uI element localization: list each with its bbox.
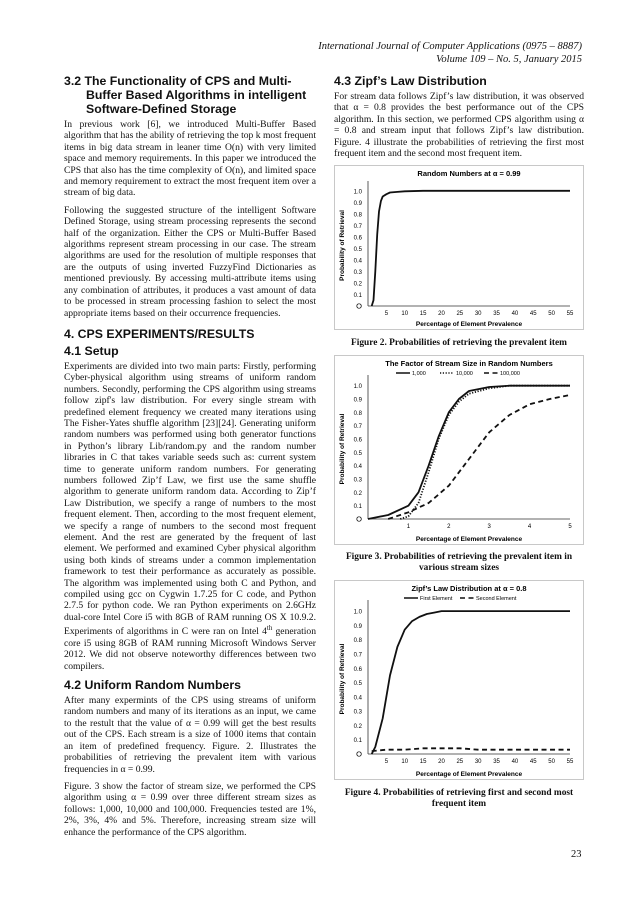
y-tick-label: 0.7: [353, 224, 362, 231]
x-tick-label: 45: [529, 311, 537, 318]
figure-4: [334, 580, 584, 783]
figure-3-caption: Figure 3. Probabilities of retrieving the prevalent item in various stream sizes: [345, 552, 573, 574]
right-column: [334, 74, 584, 816]
y-tick-label: 0.9: [353, 624, 362, 631]
x-axis-label: Percentage of Element Prevalence: [415, 535, 523, 543]
y-tick-label: 1.0: [353, 384, 362, 391]
y-tick-label: 0.3: [353, 270, 362, 277]
y-tick-label: 0.2: [353, 281, 362, 288]
y-axis-label: Probability of Retrieval: [339, 413, 346, 485]
x-tick-label: 55: [566, 759, 574, 766]
x-tick-label: 55: [566, 311, 574, 318]
y-tick-label: 0.2: [353, 490, 362, 497]
page-number: 23: [571, 849, 582, 860]
x-tick-label: 50: [548, 759, 555, 766]
y-tick-label: 1.0: [353, 189, 362, 196]
x-tick-label: 5: [384, 759, 389, 766]
x-tick-label: 15: [419, 759, 427, 766]
y-tick-label: 0.2: [353, 724, 362, 731]
y-tick-label: 0.5: [353, 450, 362, 457]
x-tick-label: 1: [406, 523, 411, 530]
y-tick-label: 0.4: [353, 695, 362, 702]
y-tick-label: 0.6: [353, 235, 362, 242]
y-tick-label: 0.4: [353, 258, 362, 265]
y-tick-label: 0.9: [353, 397, 362, 404]
x-axis-label: Percentage of Element Prevalence: [415, 321, 523, 329]
section-4-3-heading: 4.3 Zipf’s Law Distribution: [334, 74, 487, 88]
x-tick-label: 40: [511, 311, 519, 318]
journal-title: International Journal of Computer Applications (0975 – 8887): [318, 41, 582, 52]
legend-label: 1,000: [412, 370, 426, 377]
paragraph: In previous work [6], we introduced Multi-Buffer Based algorithm that has the ability of retrieving the top k most frequent items in big data stream in leaner time O(n) with very limited space and memory requirements. In this paper we introduced the CPS that also has the time complexity of O(n), and limited space and memory requirement to extract the most frequent item over a stream of big data.: [64, 119, 316, 199]
x-tick-label: 20: [438, 759, 445, 766]
y-tick-label: 0.5: [353, 681, 362, 688]
y-tick-label: 0.6: [353, 667, 362, 674]
y-tick-label: O: [356, 514, 362, 524]
paragraph-text: generation core i5 using 8GB of RAM running Microsoft Windows Server 2012. We did not observe noteworthy differences between two compilers.: [64, 626, 316, 672]
y-tick-label: 0.1: [353, 293, 362, 300]
paragraph-text: Experiments are divided into two main parts: Firstly, performing Cyber-physical algorithm using streams of uniform random numbers. Secondly, performing the CPS algorithm using streams follow zipf's law distribution. For every single stream with predefined element frequency we created many iterations using The Fisher-Yates shuffle algorithm [23][24]. Generating uniform random numbers was performed using both generator functions in Python’s library Lib/random.py and the random number libraries in C that takes variable seeds such as: current system time to generate uniform random numbers. For generating numbers followed Zip’f Law, we first use the same shuffle algorithm to generate uniform random data. According to Zip’f Law Distribution, we specify a range of numbers to the most frequent element. Then, according to the most frequent element, we specify a range of numbers to the second most frequent element. And the rest are generated by the frequent of last element. We performed and examined Cyber physical algorithm using both kinds of streams under a common implementation framework to test their performance as accurately as possible. The algorithm was implemented using both C and Python, and compiled using gcc on Cygwin 1.7.25 for C code, and Python 2.7.5 for python code. We ran Python experiments on 2.6GHz dual-core Intel Core i5 with 8GB of RAM running OS X 10.9.2. Experiments of algorithms in C were ran on Intel 4: [64, 360, 316, 638]
legend-label: Second Element: [476, 596, 517, 603]
y-axis-label: Probability of Retrieval: [339, 643, 346, 715]
x-tick-label: 4: [527, 523, 532, 530]
chart-figure-4: [334, 580, 584, 780]
paragraph: [64, 361, 316, 672]
y-tick-label: 0.5: [353, 247, 362, 254]
x-tick-label: 40: [511, 759, 519, 766]
legend-label: 10,000: [456, 370, 473, 377]
figure-4-caption: Figure 4. Probabilities of retrieving first and second most frequent item: [344, 787, 574, 809]
paragraph: Figure. 3 show the factor of stream size, we performed the CPS algorithm using α = 0.99 over three different stream sizes as follows: 1,000, 10,000 and 100,000. Frequencies tested are 1%, 2%, 3%, 4% and 5%. Therefore, increasing stream size will enhance the performance of the CPS algorithm.: [64, 780, 316, 838]
y-tick-label: 0.4: [353, 464, 362, 471]
y-tick-label: 0.9: [353, 201, 362, 208]
y-tick-label: 0.8: [353, 410, 362, 417]
y-tick-label: 0.7: [353, 652, 362, 659]
section-4-2-heading: 4.2 Uniform Random Numbers: [64, 678, 241, 693]
x-tick-label: 2: [447, 523, 451, 530]
y-tick-label: 0.3: [353, 477, 362, 484]
x-tick-label: 45: [529, 759, 537, 766]
x-tick-label: 30: [474, 311, 482, 318]
y-tick-label: 0.8: [353, 638, 362, 645]
section-4-heading: 4. CPS EXPERIMENTS/RESULTS: [64, 326, 255, 341]
superscript: th: [266, 624, 273, 633]
chart-figure-3: [334, 355, 584, 545]
legend-label: First Element: [420, 596, 453, 603]
left-column: [64, 74, 316, 844]
x-tick-label: 10: [401, 759, 409, 766]
x-tick-label: 5: [568, 523, 572, 530]
x-tick-label: 25: [456, 759, 464, 766]
x-tick-label: 15: [419, 311, 427, 318]
x-tick-label: 50: [548, 311, 555, 318]
x-tick-label: 25: [456, 311, 464, 318]
figure-2-caption: Figure 2. Probabilities of retrieving the prevalent item: [351, 337, 567, 348]
x-tick-label: 5: [384, 311, 389, 318]
y-tick-label: 0.8: [353, 212, 362, 219]
y-tick-label: 0.1: [353, 504, 362, 511]
chart-title: Random Numbers at α = 0.99: [417, 169, 521, 179]
y-tick-label: 0.1: [353, 738, 362, 745]
chart-title: Zipf’s Law Distribution at α = 0.8: [411, 584, 527, 594]
figure-3: [334, 355, 584, 548]
chart-frame: [335, 355, 584, 544]
figure-2: [334, 165, 584, 333]
y-tick-label: 0.7: [353, 424, 362, 431]
x-axis-label: Percentage of Element Prevalence: [415, 771, 523, 779]
legend-label: 100,000: [500, 370, 520, 377]
y-axis-label: Probability of Retrieval: [339, 210, 346, 282]
y-tick-label: O: [356, 301, 362, 311]
journal-volume: Volume 109 – No. 5, January 2015: [436, 54, 582, 65]
x-tick-label: 35: [493, 311, 500, 318]
x-tick-label: 3: [487, 523, 491, 530]
journal-header: [318, 40, 582, 66]
y-tick-label: 1.0: [353, 609, 362, 616]
x-tick-label: 35: [493, 759, 500, 766]
chart-figure-2: [334, 165, 584, 330]
paragraph: Following the suggested structure of the intelligent Software Defined Storage, using stream processing represents the second half of the organization. Either the CPS or Multi-Buffer Based algorithms represent stream processing in our case. The stream algorithms are used for the resolution of multiple responses that are the outputs of using inverted FuzzyFind Dictionaries as mentioned previously. By accessing multi-attribute items using any combination of attributes, it produces a vast amount of data to be processed in stream processing fashion to select the most appropriate items based on their occurrence frequencies.: [64, 204, 316, 319]
y-tick-label: 0.3: [353, 709, 362, 716]
section-4-1-heading: 4.1 Setup: [64, 343, 119, 358]
x-tick-label: 10: [401, 311, 409, 318]
chart-title: The Factor of Stream Size in Random Numbers: [385, 358, 553, 368]
y-tick-label: 0.6: [353, 437, 362, 444]
x-tick-label: 20: [438, 311, 445, 318]
paragraph: After many expermints of the CPS using streams of uniform random numbers and many of its iterations as an input, we came to the restult that the value of α = 0.99 will get the best results out of the CPS. Each stream is a size of 1000 items that contain an item of predefined frequency. Figure. 2. Illustrates the probabilities of retrieving the prevalent item with various frequencies in α = 0.99.: [64, 695, 316, 775]
y-tick-label: O: [356, 749, 362, 759]
section-3-2-heading: 3.2 The Functionality of CPS and Multi-Buffer Based Algorithms in intelligent Software-Defined Storage: [64, 74, 307, 116]
paragraph: For stream data follows Zipf’s law distribution, it was observed that α = 0.8 provides the best performance out of the CPS algorithm. In this section, we performed CPS algorithm using α = 0.8 and stream input that follows Zipf’s law distribution. Figure. 4 illustrate the probabilities of retrieving the first most frequent item and the second most frequent item.: [334, 91, 584, 160]
x-tick-label: 30: [474, 759, 482, 766]
